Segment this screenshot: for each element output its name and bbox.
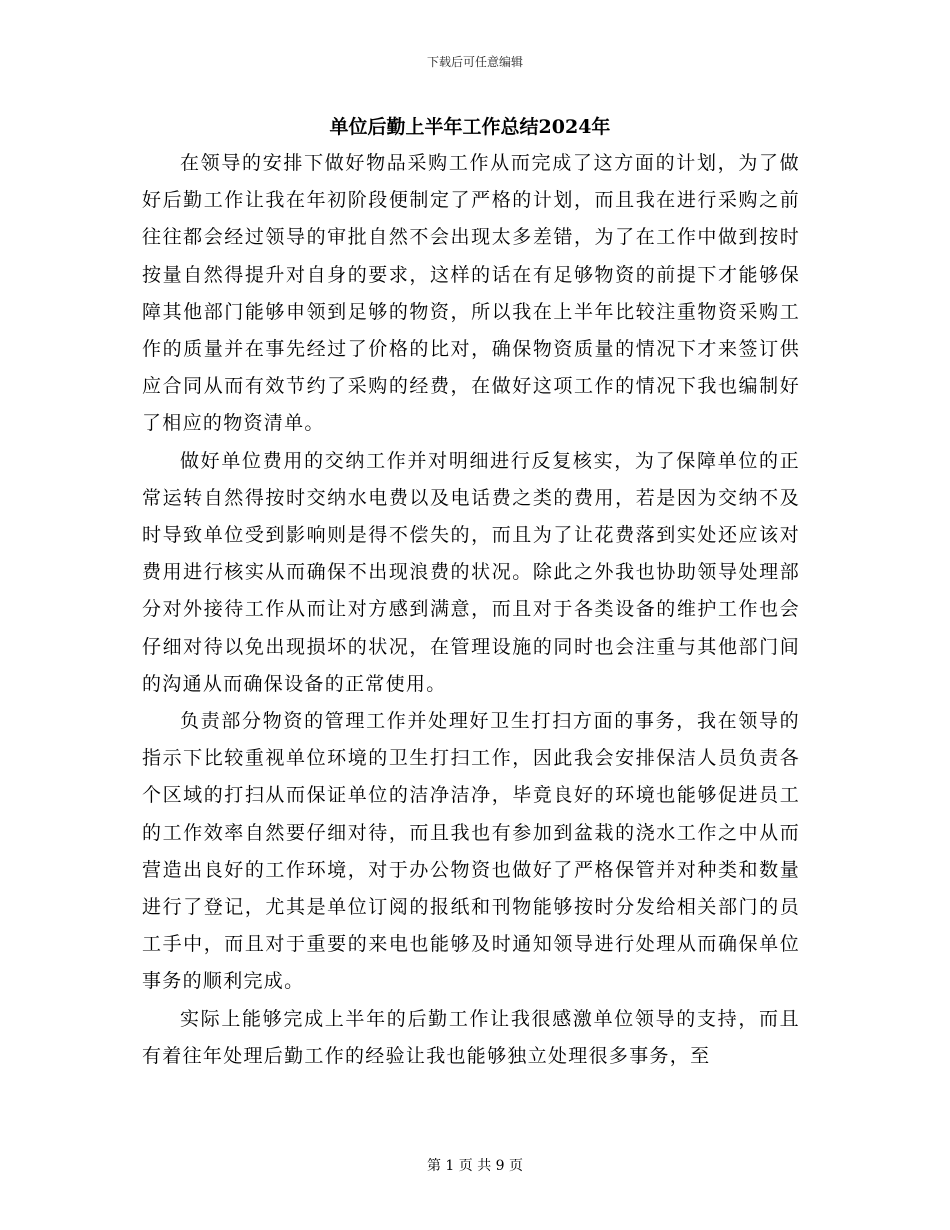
- page-number-indicator: 第 1 页 共 9 页: [426, 1158, 524, 1174]
- body-paragraph: 做好单位费用的交纳工作并对明细进行反复核实，为了保障单位的正常运转自然得按时交纳水电费以及电话费之类的费用，若是因为交纳不及时导致单位受到影响则是得不偿失的，而且为了让花费落到实处还应该对费用进行核实从而确保不出现浪费的状况。除此之外我也协助领导处理部分对外接待工作从而让对方感到满意，而且对于各类设备的维护工作也会仔细对待以免出现损坏的状况，在管理设施的同时也会注重与其他部门间的沟通从而确保设备的正常使用。: [142, 449, 800, 695]
- document-title: 单位后勤上半年工作总结2024年: [329, 116, 611, 138]
- document-body: [142, 145, 800, 1075]
- body-paragraph: 负责部分物资的管理工作并处理好卫生打扫方面的事务，我在领导的指示下比较重视单位环境的卫生打扫工作，因此我会安排保洁人员负责各个区域的打扫从而保证单位的洁净洁净，毕竟良好的环境也能够促进员工的工作效率自然要仔细对待，而且我也有参加到盆栽的浇水工作之中从而营造出良好的工作环境，对于办公物资也做好了严格保管并对种类和数量进行了登记，尤其是单位订阅的报纸和刊物能够按时分发给相关部门的员工手中，而且对于重要的来电也能够及时通知领导进行处理从而确保单位事务的顺利完成。: [142, 710, 800, 993]
- page-header-note: 下载后可任意编辑: [426, 55, 523, 69]
- body-paragraph: 实际上能够完成上半年的后勤工作让我很感激单位领导的支持，而且有着往年处理后勤工作的经验让我也能够独立处理很多事务，至: [142, 1007, 800, 1067]
- body-paragraph: 在领导的安排下做好物品采购工作从而完成了这方面的计划，为了做好后勤工作让我在年初阶段便制定了严格的计划，而且我在进行采购之前往往都会经过领导的审批自然不会出现太多差错，为了在工作中做到按时按量自然得提升对自身的要求，这样的话在有足够物资的前提下才能够保障其他部门能够申领到足够的物资，所以我在上半年比较注重物资采购工作的质量并在事先经过了价格的比对，确保物资质量的情况下才来签订供应合同从而有效节约了采购的经费，在做好这项工作的情况下我也编制好了相应的物资清单。: [142, 152, 800, 435]
